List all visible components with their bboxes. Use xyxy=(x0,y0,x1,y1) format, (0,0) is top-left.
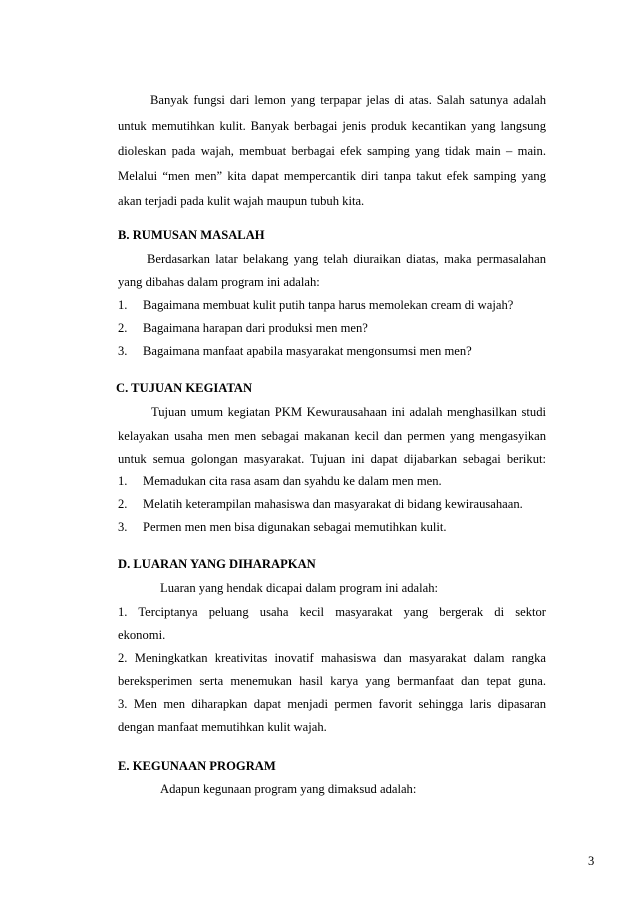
list-item xyxy=(118,519,546,535)
section-d-line-6: dengan manfaat memutihkan kulit wajah. xyxy=(118,720,327,734)
intro-line-4: Melalui “men men” kita dapat mempercantik diri tanpa takut efek samping yang xyxy=(118,169,546,183)
list-item-number: 2. xyxy=(118,321,128,335)
section-e-heading: E. KEGUNAAN PROGRAM xyxy=(118,759,276,773)
list-item xyxy=(118,473,546,489)
list-item-text: Melatih keterampilan mahasiswa dan masyarakat di bidang kewirausahaan. xyxy=(143,497,523,511)
list-item-text: Bagaimana harapan dari produksi men men? xyxy=(143,321,368,335)
section-c-line-1: Tujuan umum kegiatan PKM Kewurausahaan ini adalah menghasilkan studi xyxy=(151,405,546,419)
section-d-line-2: ekonomi. xyxy=(118,628,166,642)
section-b-line-1: Berdasarkan latar belakang yang telah diuraikan diatas, maka permasalahan xyxy=(147,252,546,266)
list-item xyxy=(118,297,546,313)
list-item-number: 3. xyxy=(118,520,128,534)
list-item-text: Memadukan cita rasa asam dan syahdu ke dalam men men. xyxy=(143,474,442,488)
list-item-number: 2. xyxy=(118,497,128,511)
list-item xyxy=(118,343,546,359)
section-d-line-1: 1. Terciptanya peluang usaha kecil masyarakat yang bergerak di sektor xyxy=(118,605,546,619)
section-d-heading: D. LUARAN YANG DIHARAPKAN xyxy=(118,557,316,571)
section-d-line-4: bereksperimen serta menemukan hasil karya yang bermanfaat dan tepat guna. xyxy=(118,674,546,688)
intro-line-2: untuk memutihkan kulit. Banyak berbagai jenis produk kecantikan yang langsung xyxy=(118,119,546,133)
section-c-line-3: untuk semua golongan masyarakat. Tujuan ini dapat dijabarkan sebagai berikut: xyxy=(118,452,546,466)
section-e-intro: Adapun kegunaan program yang dimaksud adalah: xyxy=(160,782,417,796)
intro-line-3: dioleskan pada wajah, membuat berbagai efek samping yang tidak main – main. xyxy=(118,144,546,158)
section-b-heading: B. RUMUSAN MASALAH xyxy=(118,228,265,242)
list-item-text: Bagaimana manfaat apabila masyarakat mengonsumsi men men? xyxy=(143,344,472,358)
list-item-text: Bagaimana membuat kulit putih tanpa harus memolekan cream di wajah? xyxy=(143,298,514,312)
section-b-line-2: yang dibahas dalam program ini adalah: xyxy=(118,275,320,289)
list-item-text: Permen men men bisa digunakan sebagai memutihkan kulit. xyxy=(143,520,447,534)
section-d-line-3: 2. Meningkatkan kreativitas inovatif mahasiswa dan masyarakat dalam rangka xyxy=(118,651,546,665)
list-item xyxy=(118,496,546,512)
list-item-number: 1. xyxy=(118,298,128,312)
section-c-heading: C. TUJUAN KEGIATAN xyxy=(116,381,253,395)
section-c-line-2: kelayakan usaha men men sebagai makanan kecil dan permen yang mengasyikan xyxy=(118,429,546,443)
intro-line-1: Banyak fungsi dari lemon yang terpapar jelas di atas. Salah satunya adalah xyxy=(150,93,546,107)
section-d-line-5: 3. Men men diharapkan dapat menjadi permen favorit sehingga laris dipasaran xyxy=(118,697,546,711)
list-item-number: 1. xyxy=(118,474,128,488)
section-d-intro: Luaran yang hendak dicapai dalam program ini adalah: xyxy=(160,581,438,595)
list-item-number: 3. xyxy=(118,344,128,358)
page-number: 3 xyxy=(588,854,595,868)
list-item xyxy=(118,320,546,336)
intro-line-5: akan terjadi pada kulit wajah maupun tubuh kita. xyxy=(118,194,365,208)
